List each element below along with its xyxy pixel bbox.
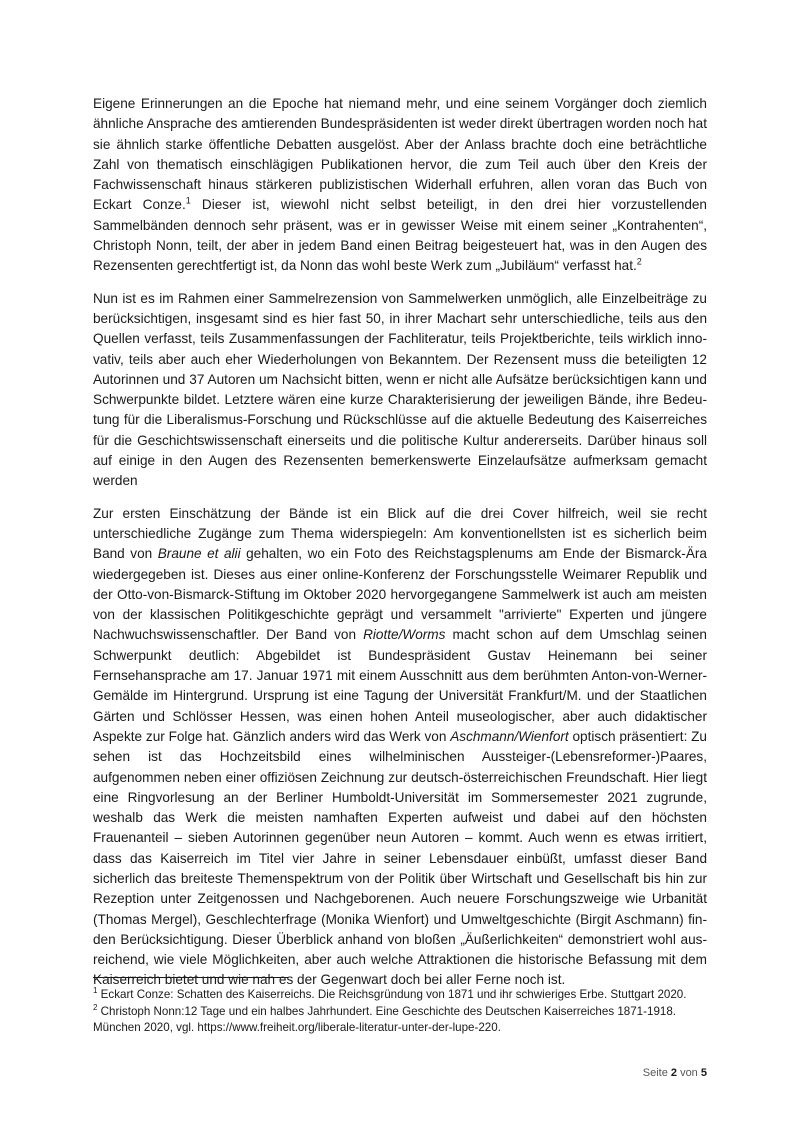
paragraph-3-text-c: macht schon auf dem Umschlag seinen Schwerpunkt deutlich: Abgebildet ist Bundespräsident Gustav Heinemann bei seiner Fernsehansprache am 17. Januar 1971 mit einem Ausschnitt aus dem berühmten Anton-von-Werner-Gemälde im Hintergrund. Ursprung ist eine Tagung der Universität Frankfurt/M. und der Staatlichen Gärten und Schlösser Hessen, was einen hohen Anteil museologischer, aber auch didaktischer Aspekte zur Folge hat. Gänzlich anders wird das Werk von	[93, 627, 707, 744]
book-ref-aschmann-wienfort: Aschmann/Wienfort	[450, 728, 569, 744]
footnote-marker-1: 1	[93, 986, 98, 996]
book-ref-braune: Braune et alii	[157, 546, 241, 562]
footnote-1	[93, 987, 707, 1004]
paragraph-1-text-a: Eigene Erinnerungen an die Epoche hat niemand mehr, und eine seinem Vorgänger doch ziemlich ähnliche Ansprache des amtierenden Bundespräsidenten ist weder direkt übertragen worden noch hat sie ähnlich starke öffentliche Debatten ausgelöst. Aber der Anlass brachte doch eine beträchtliche Zahl von thematisch einschlägigen Publikationen hervor, die zum Teil auch über den Kreis der Fachwissenschaft hinaus stärkeren publizistischen Widerhall erfuhren, allen voran das Buch von Eckart Conze.	[93, 96, 707, 213]
paragraph-1-text-b: Dieser ist, wiewohl nicht selbst beteiligt, in den drei hier vorzustellenden Sammelbänden dennoch sehr präsent, was er in gewisser Weise mit einem seiner „Kontrahenten“, Christoph Nonn, teilt, der aber in jedem Band einen Beitrag beigesteuert hat, was in den Augen des Rezensenten gerechtfertigt ist, da Nonn das wohl beste Werk zum „Jubiläum“ verfasst hat.	[93, 197, 707, 274]
footnotes	[93, 987, 707, 1037]
footnote-1-text: Eckart Conze: Schatten des Kaiserreichs. Die Reichsgründung von 1871 und ihr schwieriges Erbe. Stuttgart 2020.	[97, 988, 687, 1001]
footnote-marker-2: 2	[93, 1002, 98, 1012]
document-body	[93, 94, 707, 1003]
page-number	[643, 1067, 707, 1079]
paragraph-1	[93, 94, 707, 277]
paragraph-3-text-a: Zur ersten Einschätzung der Bände ist ein Blick auf die drei Cover hilfreich, weil sie recht unterschiedliche Zugänge zum Thema widerspiegeln: Am konventionellsten ist es sicherlich beim Band von	[93, 505, 707, 562]
page-total: 5	[700, 1067, 707, 1079]
page-label: Seite	[642, 1067, 668, 1079]
paragraph-2: Nun ist es im Rahmen einer Sammelrezension von Sammelwerken unmöglich, alle Einzelbeiträge zu berücksichtigen, insgesamt sind es hier fast 50, in ihrer Machart sehr unterschiedliche, teils aus den Quellen verfasst, teils Zusammenfassungen der Fachliteratur, teils Projektberichte, teils wirklich innovativ, teils aber auch eher Wiederholungen von Bekanntem. Der Rezensent muss die beteiligten 12 Autorinnen und 37 Autoren um Nachsicht bitten, wenn er nicht alle Aufsätze berücksichtigen kann und Schwerpunkte bildet. Letztere wären eine kurze Charakterisierung der jeweiligen Bände, ihre Bedeutung für die Liberalismus-Forschung und Rückschlüsse auf die aktuelle Bedeutung des Kaiserreiches für die Geschichtswissenschaft einerseits und die politische Kultur andererseits. Darüber hinaus soll auf einige in den Augen des Rezensenten bemerkenswerte Einzelaufsätze aufmerksam gemacht werden	[93, 290, 707, 489]
footnote-ref-1[interactable]: 1	[185, 195, 191, 206]
paragraph-3-text-d: optisch präsentiert: Zu sehen ist das Hochzeitsbild eines wilhelminischen Aussteiger-(Lebensreformer-)Paares, aufgenommen neben einer offiziösen Zeichnung zur deutsch-österreichischen Freundschaft. Hier liegt eine Ringvorlesung an der Berliner Humboldt-Universität im Sommersemester 2021 zugrunde, weshalb das Werk die meisten namhaften Experten aufweist und dabei auf den höchsten Frauenanteil – sieben Autorinnen gegenüber neun Autoren – kommt. Auch wenn es etwas irritiert, dass das Kaiserreich im Titel vier Jahre in seiner Lebensdauer einbüßt, umfasst dieser Band sicherlich das breiteste Themenspektrum von der Politik über Wirtschaft und Gesellschaft bis hin zur Rezeption unter Zeitgenossen und Nachgeborenen. Auch neuere Forschungszweige wie Urbanität (Thomas Mergel), Geschlechterfrage (Monika Wienfort) und Umweltgeschichte (Birgit Aschmann) finden Berücksichtigung. Dieser Überblick anhand von bloßen „Äußerlichkeiten“ demonstriert wohl ausreichend, wie viele Möglichkeiten, aber auch welche Attraktionen die historische Befassung mit dem Kaiserreich bietet und wie nah es der Gegenwart doch bei aller Ferne noch ist.	[93, 728, 707, 988]
paragraph-3	[93, 504, 707, 991]
page-separator: von	[680, 1067, 698, 1079]
footnote-2-text: Christoph Nonn:12 Tage und ein halbes Jahrhundert. Eine Geschichte des Deutschen Kaiserreiches 1871-1918. München 2020, vgl. https://www.freiheit.org/liberale-literatur-unter-der-lupe-220.	[93, 1004, 677, 1034]
footnote-2	[93, 1004, 707, 1037]
paragraph-3-text-b: gehalten, wo ein Foto des Reichstagsplenums am Ende der Bismarck-Ära wiedergegeben ist. Dieses aus einer online-Konferenz der Forschungsstelle Weimarer Republik und der Otto-von-Bismarck-Stiftung im Oktober 2020 hervorgegangene Sammelwerk ist auch am meisten von der klassischen Politikgeschichte geprägt und versammelt "arrivierte" Experten und jüngere Nachwuchswissenschaftler. Der Band von	[93, 546, 707, 643]
footnote-ref-2[interactable]: 2	[636, 256, 642, 267]
page-current: 2	[670, 1067, 677, 1079]
footnote-separator	[93, 977, 288, 978]
book-ref-riotte-worms: Riotte/Worms	[363, 627, 446, 643]
